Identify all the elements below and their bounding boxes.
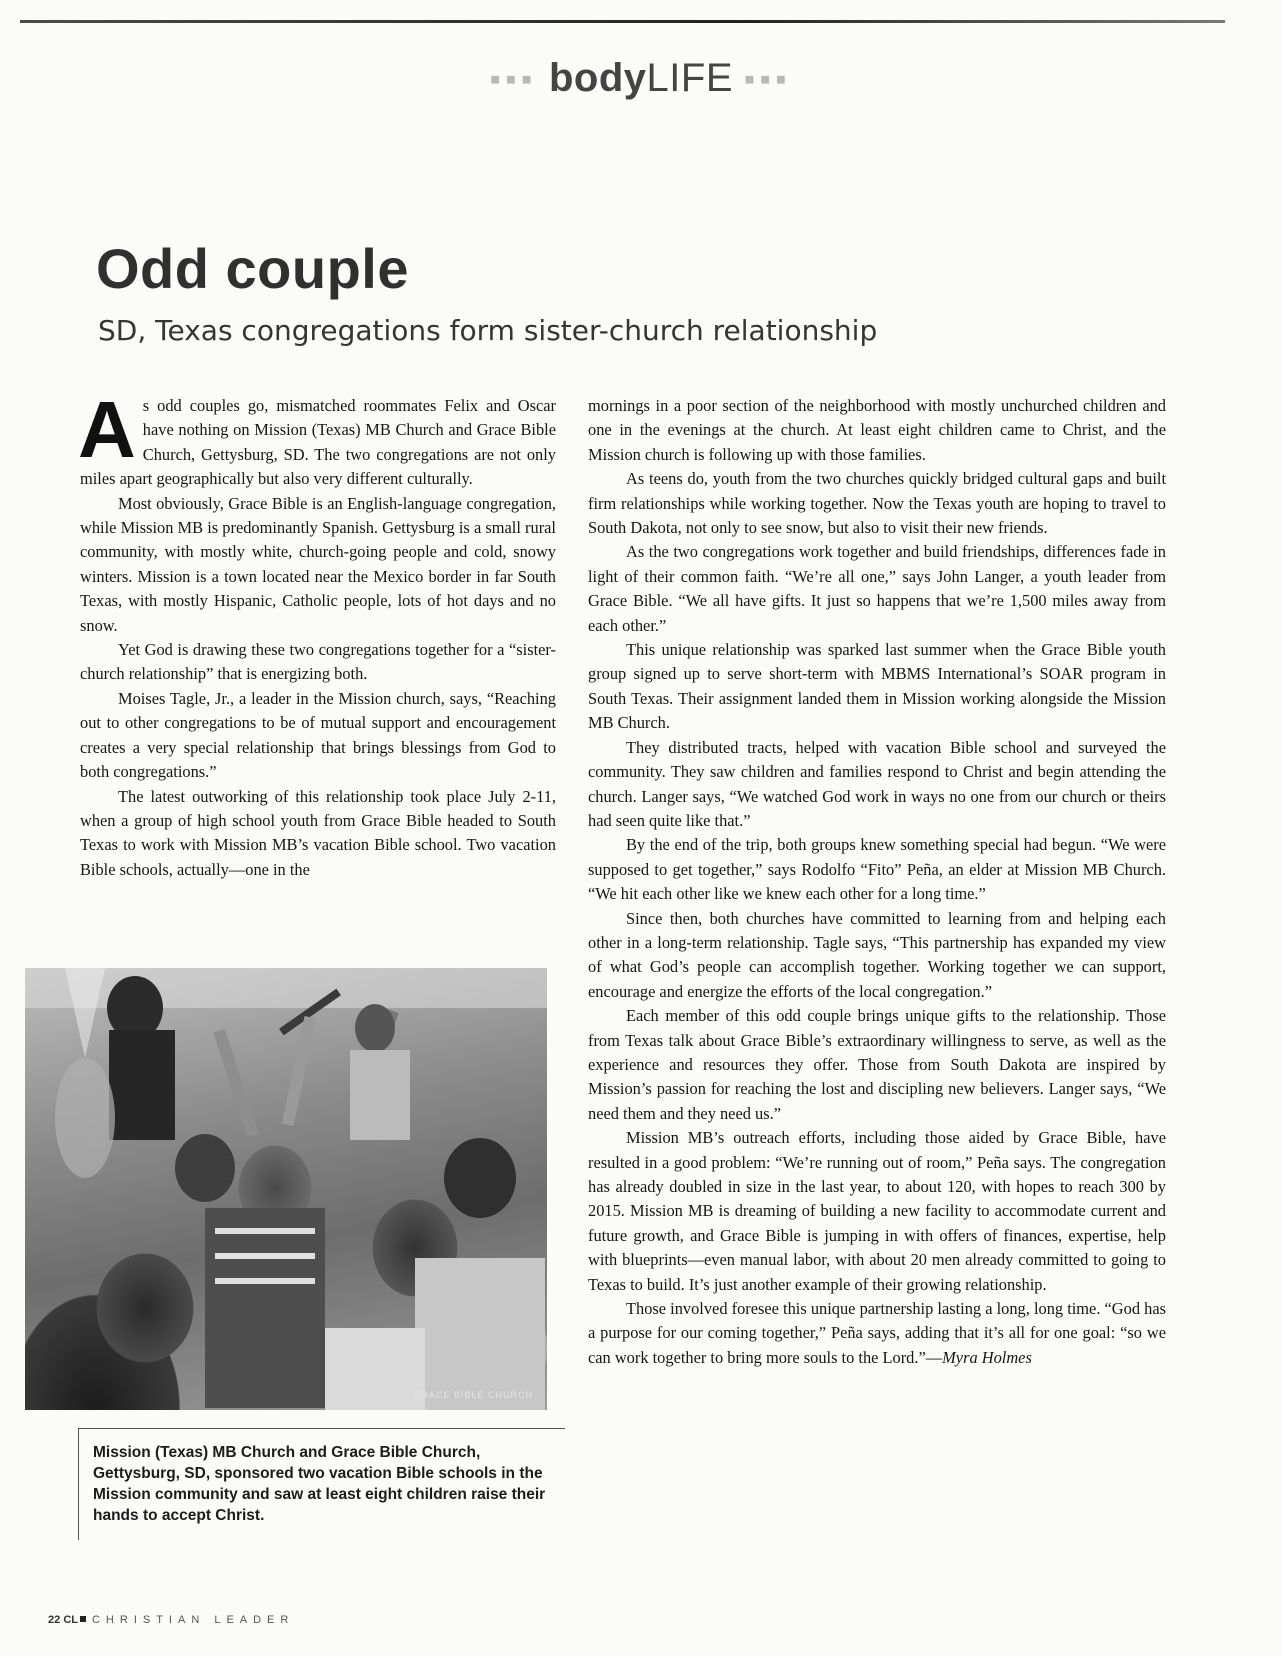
paragraph-final-text: Those involved foresee this unique partnership lasting a long, long time. “God has a purpose for our coming together,” Peña says, adding that it’s all for one goal: “so we can work together to bring more souls to the Lord.”—: [588, 1299, 1166, 1367]
caption-box: [78, 1428, 549, 1540]
section-name-light: LIFE: [646, 56, 734, 100]
page-number: 22: [48, 1614, 61, 1626]
paragraph-1-text: s odd couples go, mismatched roommates Felix and Oscar have nothing on Mission (Texas) MB Church and Grace Bible Church, Gettysburg, SD. The two congregations are not only miles apart geographically but also very different culturally.: [80, 396, 556, 489]
paragraph-10: By the end of the trip, both groups knew something special had begun. “We were supposed to get together,” says Rodolfo “Fito” Peña, an elder at Mission MB Church. “We hit each other like we knew each other for a long time.”: [588, 835, 1166, 904]
photo-scene: [25, 968, 547, 1410]
right-column: [588, 394, 1166, 1370]
paragraph-13: Mission MB’s outreach efforts, including those aided by Grace Bible, have resulted in a good problem: “We’re running out of room,” Peña says. The congregation has already doubled in size in the last year, to about 120, with hopes to reach 300 by 2015. Mission MB is dreaming of building a new facility to accommodate current and future growth, and Grace Bible is jumping in with offers of finances, expertise, help with blueprints—even manual labor, with about 20 men already committed to going to Texas to build. It’s just another example of their growing relationship.: [588, 1128, 1166, 1294]
paragraph-5: The latest outworking of this relationship took place July 2-11, when a group of high school youth from Grace Bible headed to South Texas to work with Mission MB’s vacation Bible school. Two vacation Bible schools, actually—one in the: [80, 786, 556, 879]
top-rule: [20, 20, 1225, 23]
paragraph-2: Most obviously, Grace Bible is an English-language congregation, while Mission MB is predominantly Spanish. Gettysburg is a small rural community, with mostly white, church-going people and cold, snowy winters. Mission is a town located near the Mexico border in far South Texas, with mostly Hispanic, Catholic people, lots of hot days and no snow.: [80, 493, 556, 635]
article-subtitle: SD, Texas congregations form sister-church relationship: [98, 314, 878, 347]
paragraph-continuation: mornings in a poor section of the neighborhood with mostly unchurched children and one in the evenings at the church. At least eight children came to Christ, and the Mission church is following up with those families.: [588, 396, 1166, 464]
paragraph-final: [588, 1297, 1166, 1370]
author-name: Myra Holmes: [942, 1347, 1032, 1367]
left-column: [78, 385, 556, 882]
page-footer: [48, 1614, 294, 1626]
section-name-bold: body: [548, 56, 647, 100]
paragraph-4: Moises Tagle, Jr., a leader in the Mission church, says, “Reaching out to other congregations to be of mutual support and encouragement creates a very special relationship that brings blessings from God to both congregations.”: [80, 688, 556, 782]
article-photo: [25, 968, 547, 1410]
photo-caption: Mission (Texas) MB Church and Grace Bible Church, Gettysburg, SD, sponsored two vacation Bible schools in the Mission community and saw at least eight children raise their hands to accept Christ.: [93, 1444, 546, 1524]
paragraph-11: Since then, both churches have committed to learning from and helping each other in a long-term relationship. Tagle says, “This partnership has expanded my view of what God’s people can accomplish together. Working together we can support, encourage and energize the efforts of the local congregation.”: [588, 908, 1166, 1001]
decorative-dots-left: ■■■: [490, 71, 538, 89]
paragraph-1: [78, 385, 556, 492]
paragraph-8: This unique relationship was sparked last summer when the Grace Bible youth group signed up to serve short-term with MBMS International’s SOAR program in South Texas. Their assignment landed them in Mission working alongside the Mission MB Church.: [588, 640, 1166, 733]
paragraph-3: Yet God is drawing these two congregations together for a “sister-church relationship” that is energizing both.: [80, 640, 556, 684]
paragraph-6: As teens do, youth from the two churches quickly bridged cultural gaps and built firm relationships while working together. Now the Texas youth are hoping to travel to South Dakota, not only to see snow, but also to visit their new friends.: [588, 469, 1166, 538]
footer-square-icon: [80, 1616, 86, 1622]
magazine-abbr: CL: [63, 1614, 78, 1626]
decorative-dots-right: ■■■: [744, 71, 792, 89]
paragraph-12: Each member of this odd couple brings unique gifts to the relationship. Those from Texas talk about Grace Bible’s extraordinary willingness to serve, as well as the experience and resources they offer. Those from South Dakota are inspired by Mission’s passion for reaching the lost and discipling new believers. Langer says, “We need them and they need us.”: [588, 1006, 1166, 1123]
drop-cap: A: [78, 385, 136, 474]
paragraph-9: They distributed tracts, helped with vacation Bible school and surveyed the community. They saw children and families respond to Christ and begin attending the church. Langer says, “We watched God work in ways no one from our church or theirs had seen quite like that.”: [588, 737, 1166, 830]
section-header: [0, 56, 1282, 101]
paragraph-7: As the two congregations work together and build friendships, differences fade in light of their common faith. “We’re all one,” says John Langer, a youth leader from Grace Bible. “We all have gifts. It just so happens that we’re 1,500 miles away from each other.”: [588, 542, 1166, 635]
caption-rule: [79, 1428, 565, 1429]
photo-credit: GRACE BIBLE CHURCH: [413, 1390, 533, 1400]
article-title: Odd couple: [96, 237, 409, 300]
magazine-name: CHRISTIAN LEADER: [91, 1614, 295, 1626]
